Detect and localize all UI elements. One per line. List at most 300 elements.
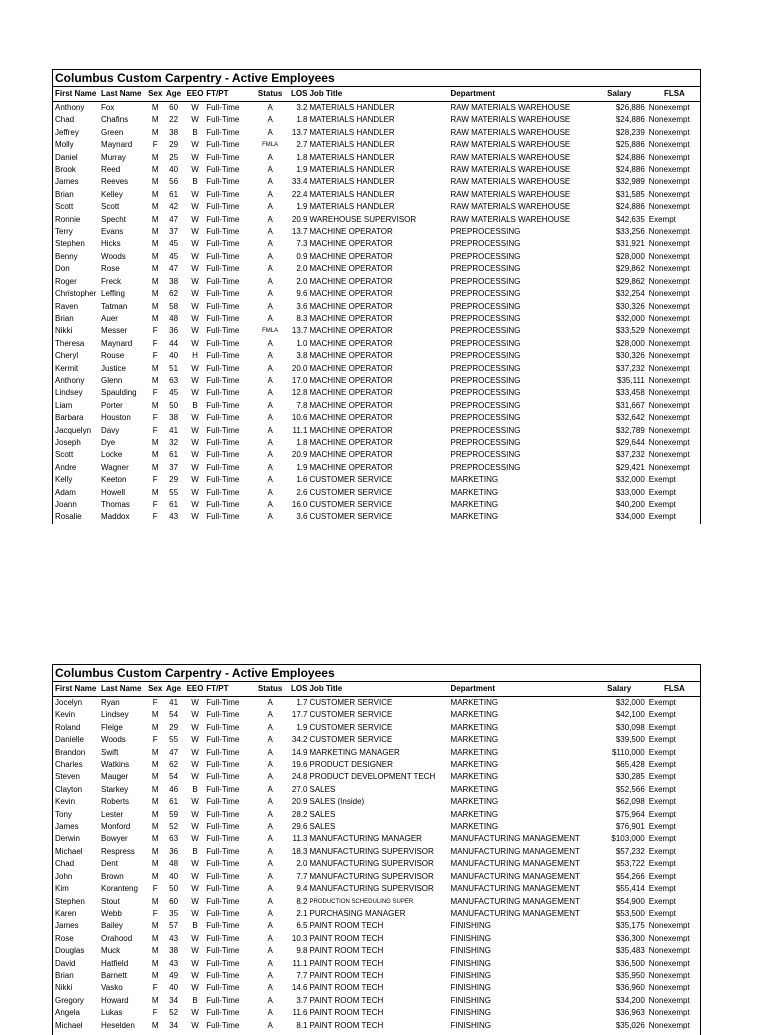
- cell-status: A: [267, 983, 273, 993]
- cell-salary: $28,000: [615, 251, 645, 261]
- cell-age: 57: [169, 921, 179, 931]
- cell-flsa: Nonexempt: [648, 227, 690, 237]
- cell-ft-pt: Full-Time: [206, 326, 240, 336]
- cell-flsa: Nonexempt: [648, 388, 690, 398]
- cell-age: 40: [169, 983, 179, 993]
- cell-status: FMLA: [262, 142, 279, 149]
- table-row: [53, 276, 700, 288]
- table-row: [53, 437, 700, 449]
- cell-department: MARKETING: [450, 760, 499, 770]
- cell-last-name: Stout: [101, 896, 120, 906]
- cell-first-name: Theresa: [55, 338, 85, 348]
- cell-eeo: W: [191, 276, 199, 286]
- cell-los: 2.0: [296, 264, 308, 274]
- cell-age: 43: [169, 933, 179, 943]
- cell-sex: M: [151, 1020, 159, 1030]
- cell-last-name: Reeves: [101, 177, 129, 187]
- cell-age: 38: [169, 276, 179, 286]
- cell-first-name: Kevin: [55, 710, 76, 720]
- cell-eeo: W: [191, 500, 199, 509]
- cell-age: 47: [169, 214, 179, 224]
- cell-first-name: Christopher: [55, 289, 97, 299]
- cell-sex: M: [151, 921, 159, 931]
- cell-job-title: MATERIALS HANDLER: [309, 165, 395, 175]
- cell-age: 55: [169, 735, 179, 745]
- cell-ft-pt: Full-Time: [206, 797, 240, 807]
- cell-status: FMLA: [262, 328, 279, 335]
- cell-last-name: Keeton: [101, 475, 127, 485]
- table-row: [53, 970, 700, 982]
- cell-last-name: Specht: [101, 214, 126, 224]
- cell-first-name: Adam: [55, 487, 76, 497]
- table-row: [53, 375, 700, 387]
- cell-eeo: W: [191, 710, 199, 720]
- cell-job-title: CUSTOMER SERVICE: [309, 475, 393, 485]
- cell-last-name: Scott: [101, 202, 120, 212]
- cell-salary: $32,254: [615, 289, 645, 299]
- cell-status: A: [267, 115, 273, 125]
- table-row: [53, 499, 700, 511]
- cell-salary: $53,500: [615, 908, 645, 918]
- cell-status: A: [267, 264, 273, 274]
- cell-last-name: Howard: [101, 995, 129, 1005]
- table-row: [53, 933, 700, 945]
- cell-last-name: Maynard: [101, 338, 133, 348]
- cell-job-title: PAINT ROOM TECH: [309, 933, 384, 943]
- cell-status: A: [267, 450, 273, 460]
- cell-salary: $37,232: [615, 450, 645, 460]
- cell-status: A: [267, 239, 273, 249]
- cell-los: 33.4: [291, 177, 308, 187]
- cell-los: 13.7: [291, 227, 308, 237]
- table-row: [53, 511, 700, 523]
- cell-eeo: W: [191, 809, 199, 819]
- cell-status: A: [267, 1008, 273, 1018]
- cell-salary: $28,000: [615, 338, 645, 348]
- cell-eeo: W: [191, 735, 199, 745]
- cell-status: A: [267, 846, 273, 856]
- cell-last-name: Houston: [101, 413, 131, 423]
- cell-status: A: [267, 871, 273, 881]
- cell-salary: $35,175: [615, 921, 645, 931]
- cell-last-name: Justice: [101, 363, 126, 373]
- cell-first-name: Joann: [55, 500, 77, 509]
- table-row: [53, 313, 700, 325]
- cell-status: A: [267, 152, 273, 162]
- cell-flsa: Exempt: [648, 698, 676, 707]
- cell-first-name: James: [55, 822, 79, 832]
- cell-flsa: Nonexempt: [648, 425, 690, 435]
- cell-ft-pt: Full-Time: [206, 846, 240, 856]
- cell-age: 51: [169, 363, 179, 373]
- cell-ft-pt: Full-Time: [206, 264, 240, 274]
- cell-department: FINISHING: [450, 995, 491, 1005]
- cell-age: 45: [169, 388, 179, 398]
- cell-sex: M: [151, 784, 159, 794]
- cell-department: MARKETING: [450, 747, 499, 757]
- cell-status: A: [267, 289, 273, 299]
- cell-flsa: Nonexempt: [648, 983, 690, 993]
- cell-salary: $110,000: [611, 747, 645, 757]
- cell-age: 46: [169, 784, 179, 794]
- cell-status: A: [267, 908, 273, 918]
- cell-sex: M: [151, 710, 159, 720]
- cell-job-title: SALES: [309, 822, 336, 832]
- cell-first-name: Clayton: [55, 784, 83, 794]
- cell-los: 7.7: [296, 871, 308, 881]
- cell-salary: $32,642: [615, 413, 645, 423]
- cell-department: FINISHING: [450, 921, 491, 931]
- cell-sex: M: [151, 846, 159, 856]
- cell-salary: $29,862: [615, 276, 645, 286]
- cell-department: RAW MATERIALS WAREHOUSE: [450, 202, 571, 212]
- cell-los: 28.2: [291, 809, 308, 819]
- cell-department: RAW MATERIALS WAREHOUSE: [450, 127, 571, 137]
- cell-job-title: MACHINE OPERATOR: [309, 301, 393, 311]
- cell-los: 2.0: [296, 859, 308, 869]
- cell-salary: $31,921: [615, 239, 645, 249]
- table-row: [53, 363, 700, 375]
- cell-flsa: Exempt: [648, 871, 676, 881]
- cell-job-title: WAREHOUSE SUPERVISOR: [309, 214, 417, 224]
- cell-department: PREPROCESSING: [450, 375, 521, 385]
- cell-last-name: Chafins: [101, 115, 129, 125]
- cell-first-name: Andre: [55, 462, 77, 472]
- cell-los: 10.6: [291, 413, 308, 423]
- cell-last-name: Lester: [101, 809, 124, 819]
- cell-flsa: Nonexempt: [648, 970, 690, 980]
- cell-first-name: Michael: [55, 1020, 83, 1030]
- cell-los: 11.1: [292, 425, 308, 435]
- cell-flsa: Nonexempt: [648, 276, 690, 286]
- table-row: [53, 338, 700, 350]
- cell-ft-pt: Full-Time: [206, 103, 240, 112]
- cell-sex: F: [152, 475, 158, 485]
- cell-sex: F: [152, 983, 158, 993]
- cell-salary: $25,886: [615, 140, 645, 150]
- cell-first-name: Kermit: [55, 363, 79, 373]
- cell-eeo: B: [192, 921, 198, 931]
- cell-department: MARKETING: [450, 722, 499, 732]
- cell-los: 14.6: [291, 983, 308, 993]
- cell-sex: F: [152, 425, 158, 435]
- table-row: [53, 263, 700, 275]
- cell-first-name: Molly: [55, 140, 74, 150]
- cell-salary: $30,285: [615, 772, 645, 782]
- table-row: [53, 387, 700, 399]
- cell-flsa: Exempt: [648, 500, 676, 509]
- table-row: [53, 164, 700, 176]
- cell-eeo: W: [191, 747, 199, 757]
- cell-status: A: [267, 722, 273, 732]
- column-header-first-name: First Name: [55, 89, 97, 98]
- cell-age: 61: [169, 189, 179, 199]
- cell-age: 62: [169, 289, 179, 299]
- cell-department: PREPROCESSING: [450, 301, 521, 311]
- cell-last-name: Tatman: [101, 301, 128, 311]
- cell-last-name: Kelley: [101, 189, 123, 199]
- cell-job-title: PAINT ROOM TECH: [309, 995, 384, 1005]
- cell-los: 9.6: [296, 289, 308, 299]
- cell-ft-pt: Full-Time: [206, 512, 240, 522]
- cell-los: 1.0: [296, 338, 308, 348]
- cell-last-name: Spaulding: [101, 388, 137, 398]
- cell-age: 38: [169, 127, 179, 137]
- cell-first-name: Tony: [55, 809, 72, 819]
- table-body: [53, 102, 700, 524]
- cell-last-name: Wagner: [101, 462, 129, 472]
- cell-job-title: MACHINE OPERATOR: [309, 437, 393, 447]
- cell-los: 1.9: [296, 165, 308, 175]
- cell-status: A: [267, 735, 273, 745]
- cell-age: 37: [169, 227, 179, 237]
- cell-flsa: Nonexempt: [648, 189, 690, 199]
- cell-status: A: [267, 363, 273, 373]
- cell-ft-pt: Full-Time: [206, 289, 240, 299]
- cell-ft-pt: Full-Time: [206, 983, 240, 993]
- cell-los: 1.7: [296, 698, 308, 707]
- cell-sex: M: [151, 313, 159, 323]
- cell-flsa: Exempt: [648, 772, 676, 782]
- cell-first-name: Benny: [55, 251, 78, 261]
- cell-flsa: Nonexempt: [648, 1020, 690, 1030]
- cell-department: PREPROCESSING: [450, 313, 521, 323]
- cell-flsa: Nonexempt: [648, 313, 690, 323]
- cell-eeo: W: [191, 896, 199, 906]
- cell-department: PREPROCESSING: [450, 450, 521, 460]
- table-row: [53, 747, 700, 759]
- cell-flsa: Exempt: [648, 884, 676, 894]
- cell-los: 3.8: [296, 351, 308, 361]
- cell-department: MANUFACTURING MANAGEMENT: [450, 846, 580, 856]
- cell-first-name: Barbara: [55, 413, 84, 423]
- cell-los: 34.2: [291, 735, 308, 745]
- cell-sex: M: [151, 301, 159, 311]
- cell-eeo: W: [191, 425, 199, 435]
- cell-department: MARKETING: [450, 698, 499, 707]
- cell-department: MANUFACTURING MANAGEMENT: [450, 884, 580, 894]
- cell-sex: M: [151, 462, 159, 472]
- cell-status: A: [267, 784, 273, 794]
- cell-ft-pt: Full-Time: [206, 301, 240, 311]
- cell-eeo: H: [192, 351, 198, 361]
- cell-last-name: Barnett: [101, 970, 127, 980]
- cell-age: 40: [169, 165, 179, 175]
- cell-eeo: W: [191, 239, 199, 249]
- cell-job-title: MANUFACTURING SUPERVISOR: [309, 859, 434, 869]
- cell-job-title: MACHINE OPERATOR: [309, 450, 393, 460]
- cell-los: 3.2: [296, 103, 308, 112]
- cell-ft-pt: Full-Time: [206, 500, 240, 509]
- cell-status: A: [267, 127, 273, 137]
- cell-age: 61: [169, 450, 179, 460]
- cell-status: A: [267, 214, 273, 224]
- cell-flsa: Nonexempt: [648, 301, 690, 311]
- cell-ft-pt: Full-Time: [206, 462, 240, 472]
- cell-status: A: [267, 822, 273, 832]
- cell-department: PREPROCESSING: [450, 326, 521, 336]
- cell-flsa: Exempt: [648, 908, 676, 918]
- cell-ft-pt: Full-Time: [206, 227, 240, 237]
- table-row: [53, 1020, 700, 1032]
- cell-flsa: Nonexempt: [648, 921, 690, 931]
- cell-eeo: W: [191, 1020, 199, 1030]
- cell-los: 8.3: [296, 313, 308, 323]
- cell-department: RAW MATERIALS WAREHOUSE: [450, 177, 571, 187]
- table-row: [53, 176, 700, 188]
- cell-ft-pt: Full-Time: [206, 437, 240, 447]
- cell-eeo: W: [191, 958, 199, 968]
- cell-ft-pt: Full-Time: [206, 165, 240, 175]
- cell-eeo: B: [192, 177, 198, 187]
- cell-flsa: Nonexempt: [648, 140, 690, 150]
- table-row: [53, 189, 700, 201]
- cell-last-name: Lukas: [101, 1008, 123, 1018]
- cell-salary: $62,098: [615, 797, 645, 807]
- cell-age: 38: [169, 413, 179, 423]
- cell-eeo: W: [191, 908, 199, 918]
- cell-ft-pt: Full-Time: [206, 710, 240, 720]
- cell-sex: M: [151, 933, 159, 943]
- cell-department: MARKETING: [450, 784, 499, 794]
- cell-first-name: Chad: [55, 859, 75, 869]
- cell-ft-pt: Full-Time: [206, 251, 240, 261]
- cell-last-name: Fox: [101, 103, 115, 112]
- cell-job-title: MATERIALS HANDLER: [309, 177, 395, 187]
- cell-ft-pt: Full-Time: [206, 152, 240, 162]
- cell-salary: $76,901: [615, 822, 645, 832]
- cell-department: MARKETING: [450, 487, 499, 497]
- cell-first-name: Terry: [55, 227, 73, 237]
- cell-ft-pt: Full-Time: [206, 784, 240, 794]
- cell-salary: $36,960: [615, 983, 645, 993]
- cell-salary: $24,886: [615, 202, 645, 212]
- column-header-first-name: First Name: [55, 684, 97, 693]
- cell-job-title: MACHINE OPERATOR: [309, 264, 393, 274]
- cell-ft-pt: Full-Time: [206, 871, 240, 881]
- cell-job-title: PURCHASING MANAGER: [309, 908, 406, 918]
- cell-first-name: Charles: [55, 760, 83, 770]
- cell-salary: $32,789: [615, 425, 645, 435]
- cell-last-name: Maddox: [101, 512, 130, 522]
- cell-eeo: W: [191, 450, 199, 460]
- cell-last-name: Leffing: [101, 289, 125, 299]
- cell-age: 34: [169, 1020, 179, 1030]
- cell-eeo: W: [191, 1008, 199, 1018]
- cell-department: FINISHING: [450, 1008, 491, 1018]
- cell-department: MARKETING: [450, 512, 499, 522]
- cell-age: 50: [169, 884, 179, 894]
- cell-salary: $52,566: [615, 784, 645, 794]
- cell-age: 60: [169, 896, 179, 906]
- cell-first-name: Karen: [55, 908, 77, 918]
- cell-ft-pt: Full-Time: [206, 1020, 240, 1030]
- cell-first-name: Danielle: [55, 735, 84, 745]
- cell-department: FINISHING: [450, 946, 491, 956]
- cell-job-title: SALES: [309, 809, 336, 819]
- cell-eeo: W: [191, 970, 199, 980]
- cell-status: A: [267, 760, 273, 770]
- cell-age: 36: [169, 846, 179, 856]
- cell-sex: M: [151, 797, 159, 807]
- cell-los: 16.0: [291, 500, 308, 509]
- cell-last-name: Lindsey: [101, 710, 129, 720]
- table-row: [53, 920, 700, 932]
- table-row: [53, 697, 700, 710]
- cell-salary: $29,862: [615, 264, 645, 274]
- cell-ft-pt: Full-Time: [206, 1008, 240, 1018]
- cell-eeo: W: [191, 326, 199, 336]
- cell-job-title: CUSTOMER SERVICE: [309, 735, 393, 745]
- cell-flsa: Nonexempt: [648, 933, 690, 943]
- cell-department: FINISHING: [450, 983, 491, 993]
- cell-job-title: MANUFACTURING SUPERVISOR: [309, 884, 434, 894]
- cell-los: 9.8: [296, 946, 308, 956]
- cell-job-title: PRODUCT DESIGNER: [309, 760, 393, 770]
- cell-department: MARKETING: [450, 809, 499, 819]
- column-header-salary: Salary: [607, 89, 632, 98]
- cell-sex: F: [152, 884, 158, 894]
- cell-eeo: W: [191, 152, 199, 162]
- cell-last-name: Orahood: [101, 933, 133, 943]
- cell-flsa: Exempt: [648, 822, 676, 832]
- cell-first-name: Cheryl: [55, 351, 79, 361]
- cell-sex: M: [151, 760, 159, 770]
- cell-los: 1.9: [296, 462, 308, 472]
- cell-eeo: B: [192, 400, 198, 410]
- cell-sex: M: [151, 722, 159, 732]
- cell-eeo: W: [191, 214, 199, 224]
- cell-ft-pt: Full-Time: [206, 140, 240, 150]
- cell-last-name: Green: [101, 127, 124, 137]
- cell-first-name: Kim: [55, 884, 69, 894]
- cell-ft-pt: Full-Time: [206, 921, 240, 931]
- cell-sex: M: [151, 375, 159, 385]
- cell-last-name: Respress: [101, 846, 135, 856]
- cell-flsa: Nonexempt: [648, 462, 690, 472]
- cell-flsa: Nonexempt: [648, 165, 690, 175]
- cell-last-name: Bailey: [101, 921, 123, 931]
- cell-eeo: W: [191, 437, 199, 447]
- cell-eeo: B: [192, 846, 198, 856]
- cell-job-title: MACHINE OPERATOR: [309, 375, 393, 385]
- header-row: [53, 87, 700, 102]
- cell-eeo: W: [191, 772, 199, 782]
- cell-salary: $103,000: [611, 834, 645, 844]
- column-header-sex: Sex: [148, 89, 163, 98]
- cell-age: 58: [169, 301, 179, 311]
- cell-flsa: Nonexempt: [648, 326, 690, 336]
- cell-flsa: Nonexempt: [648, 289, 690, 299]
- cell-sex: F: [152, 338, 158, 348]
- cell-first-name: Michael: [55, 846, 83, 856]
- table-row: [53, 809, 700, 821]
- cell-flsa: Nonexempt: [648, 338, 690, 348]
- cell-sex: M: [151, 189, 159, 199]
- cell-status: A: [267, 1020, 273, 1030]
- cell-status: A: [267, 189, 273, 199]
- table-row: [53, 784, 700, 796]
- table-row: [53, 858, 700, 870]
- cell-flsa: Nonexempt: [648, 115, 690, 125]
- cell-sex: F: [152, 698, 158, 707]
- cell-department: RAW MATERIALS WAREHOUSE: [450, 115, 571, 125]
- cell-sex: M: [151, 970, 159, 980]
- cell-los: 24.8: [291, 772, 308, 782]
- cell-last-name: Dent: [101, 859, 118, 869]
- column-header-los: LOS: [291, 89, 308, 98]
- table-row: [53, 301, 700, 313]
